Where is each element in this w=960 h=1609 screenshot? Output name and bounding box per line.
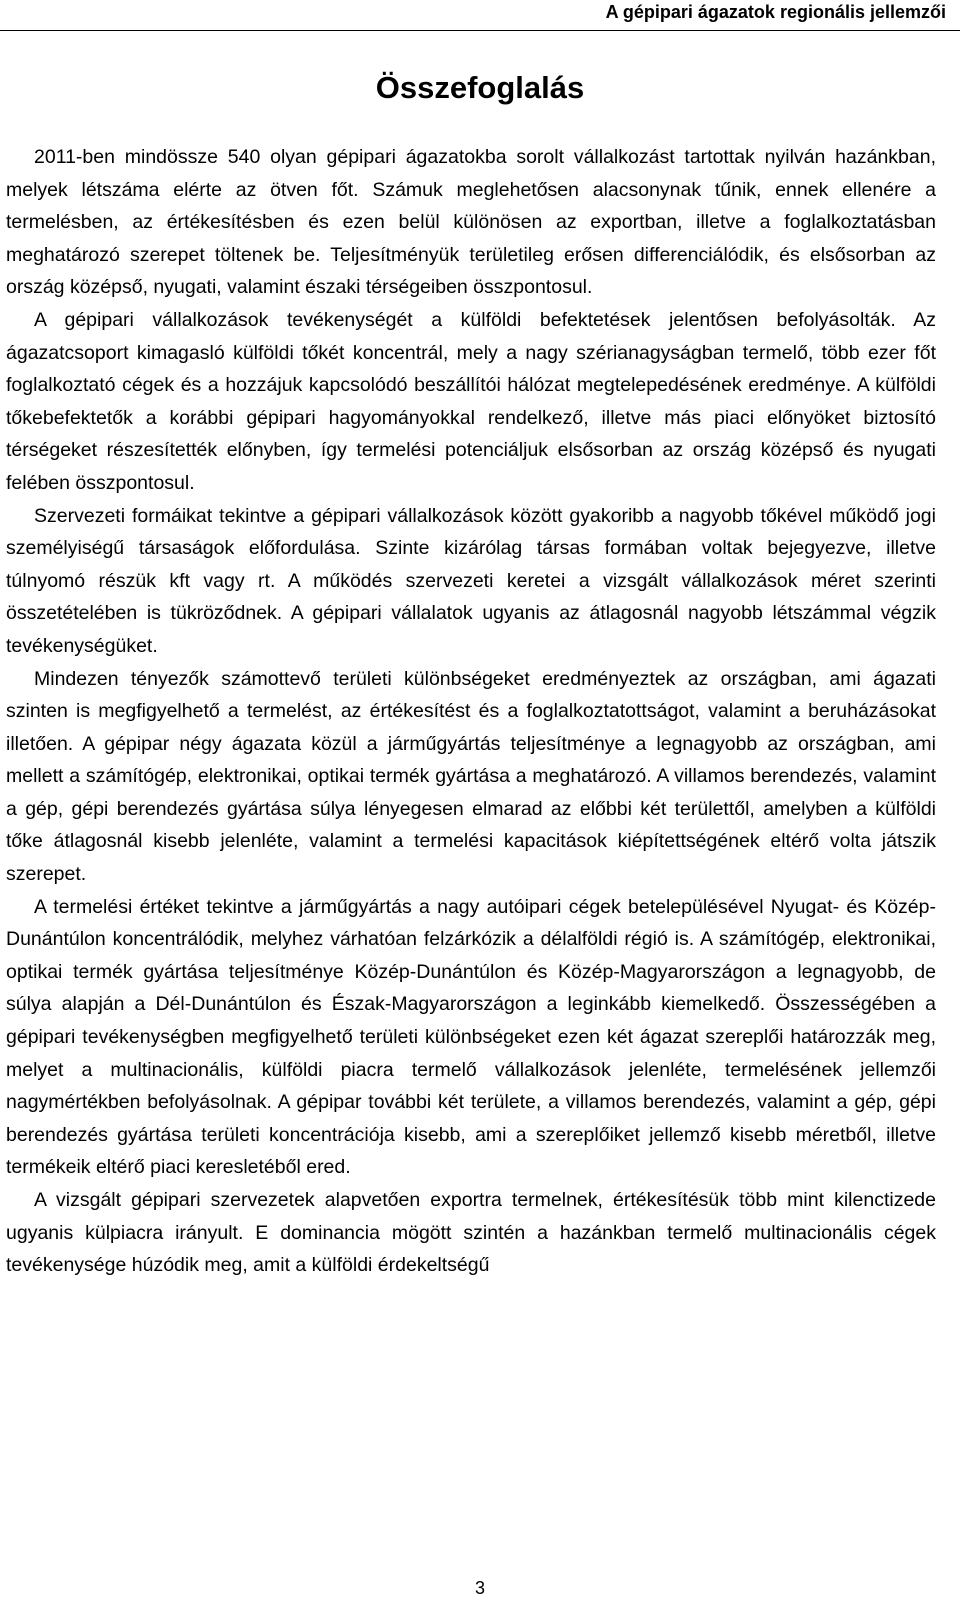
running-header: A gépipari ágazatok regionális jellemzői xyxy=(605,2,946,22)
paragraph: A gépipari vállalkozások tevékenységét a külföldi befektetések jelentősen befolyásolták. Az ágazatcsoport kimagasló külföldi tőkét koncentrál, mely a nagy szérianagyságban termelő, több ezer főt foglalkoztató cégek és a hozzájuk kapcsolódó beszállítói hálózat megtelepedésének eredménye. A külföldi tőkebefektetők a korábbi gépipari hagyományokkal rendelkező, illetve más piaci előnyöket biztosító térségeket részesítették előnyben, így termelési potenciáljuk elsősorban az ország középső és nyugati felében összpontosul. xyxy=(6,308,936,494)
page-number: 3 xyxy=(474,1578,485,1598)
paragraph: 2011-ben mindössze 540 olyan gépipari ágazatokba sorolt vállalkozást tartottak nyilván hazánkban, melyek létszáma elérte az ötven főt. Számuk meglehetősen alacsonynak tűnik, ennek ellenére a termelésben, az értékesítésben és ezen belül különösen az exportban, illetve a foglalkoztatásban meghatározó szerepet töltenek be. Teljesítményük területileg erősen differenciálódik, és elsősorban az ország középső, nyugati, valamint északi térségeiben összpontosul. xyxy=(6,146,936,299)
header-divider xyxy=(0,30,960,31)
paragraph: Szervezeti formáikat tekintve a gépipari vállalkozások között gyakoribb a nagyobb tőkével működő jogi személyiségű társaságok előfordulása. Szinte kizárólag társas formában voltak bejegyezve, illetve túlnyomó részük kft vagy rt. A működés szervezeti keretei a vizsgált vállalkozások méret szerinti összetételében is tükröződnek. A gépipari vállalatok ugyanis az átlagosnál nagyobb létszámmal végzik tevékenységüket. xyxy=(6,504,936,657)
page-title: Összefoglalás xyxy=(375,70,585,105)
paragraph: Mindezen tényezők számottevő területi különbségeket eredményeztek az országban, ami ágazati szinten is megfigyelhető a termelést, az értékesítést és a foglalkoztatottságot, valamint a beruházásokat illetően. A gépipar négy ágazata közül a járműgyártás teljesítménye a legnagyobb az országban, ami mellett a számítógép, elektronikai, optikai termék gyártása a meghatározó. A villamos berendezés, valamint a gép, gépi berendezés gyártása súlya lényegesen elmarad az előbbi két területtől, amelyben a külföldi tőke átlagosnál kisebb jelenléte, valamint a termelési kapacitások kiépítettségének eltérő volta játszik szerepet. xyxy=(6,667,936,886)
paragraph: A termelési értéket tekintve a járműgyártás a nagy autóipari cégek betelepülésével Nyugat- és Közép-Dunántúlon koncentrálódik, melyhez várhatóan felzárkózik a délalföldi régió is. A számítógép, elektronikai, optikai termék gyártása teljesítménye Közép-Dunántúlon és Közép-Magyarországon a legnagyobb, de súlya alapján a Dél-Dunántúlon és Észak-Magyarországon a leginkább kiemelkedő. Összességében a gépipari tevékenységben megfigyelhető területi különbségeket ezen két ágazat szereplői határozzák meg, melyet a multinacionális, külföldi piacra termelő vállalkozások jelenléte, termelésének jellemzői nagymértékben befolyásolnak. A gépipar további két területe, a villamos berendezés, valamint a gép, gépi berendezés gyártása területi koncentrációja kisebb, ami a szereplőiket jellemző kisebb méretből, illetve termékeik eltérő piaci keresletéből ered. xyxy=(6,895,936,1179)
body-text xyxy=(6,141,936,1282)
paragraph: A vizsgált gépipari szervezetek alapvetően exportra termelnek, értékesítésük több mint kilenctizede ugyanis külpiacra irányult. E dominancia mögött szintén a hazánkban termelő multinacionális cégek tevékenysége húzódik meg, amit a külföldi érdekeltségű xyxy=(6,1189,936,1277)
